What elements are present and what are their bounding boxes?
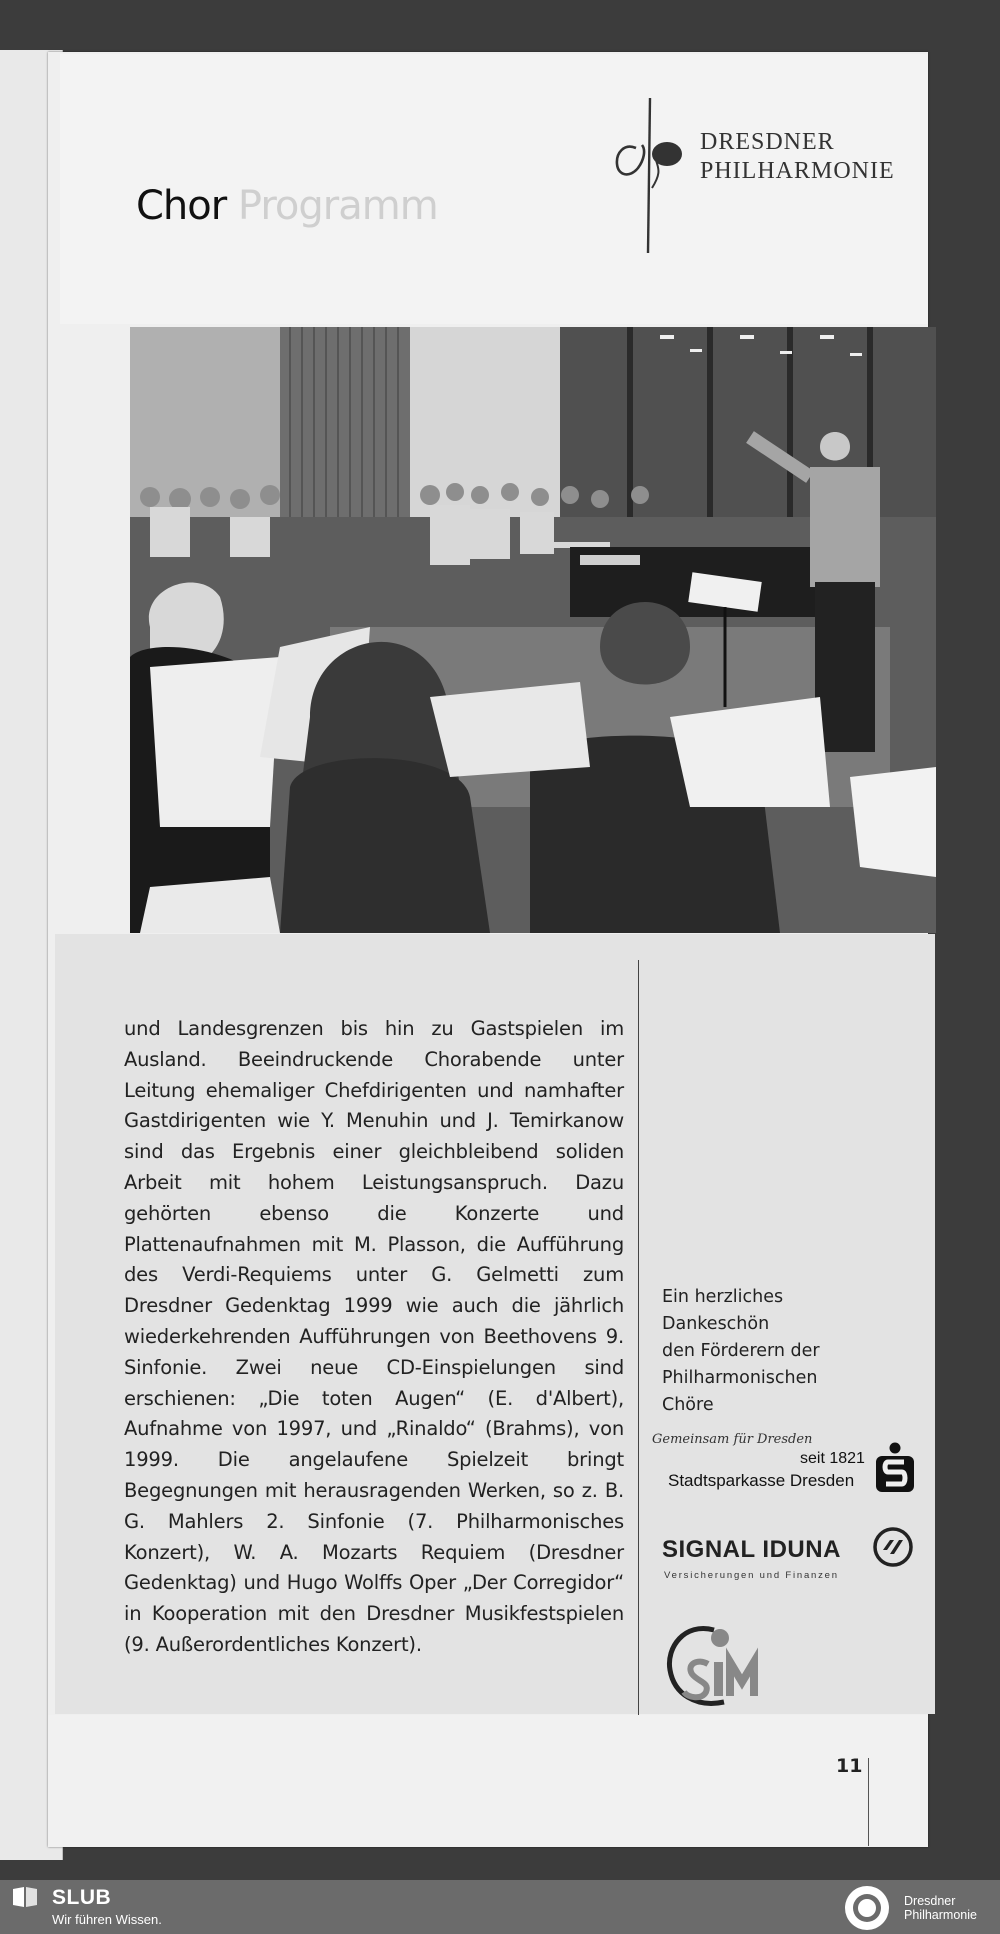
footer-philharmonie-text <box>904 1894 977 1922</box>
dresdner-philharmonie-logo <box>612 98 912 258</box>
sparkasse-signature: Gemeinsam für Dresden <box>652 1432 813 1447</box>
title-dark-word: Chor <box>136 183 227 229</box>
choir-rehearsal-photo <box>130 327 936 933</box>
signal-iduna-subtitle: Versicherungen und Finanzen <box>664 1570 839 1581</box>
logo-line-2: PHILHARMONIE <box>700 158 895 184</box>
slub-footer-bar <box>0 1880 1000 1934</box>
thanks-text <box>662 1284 922 1419</box>
thanks-line: Ein herzliches <box>662 1287 784 1307</box>
page-number: 11 <box>836 1755 863 1777</box>
slub-name: SLUB <box>52 1886 112 1909</box>
signal-iduna-name: SIGNAL IDUNA <box>662 1536 841 1563</box>
page-footer-area <box>48 1715 928 1847</box>
philharmonie-seal-icon <box>842 1884 892 1932</box>
stadtsparkasse-logo <box>652 1432 922 1492</box>
article-body: und Landesgrenzen bis hin zu Gastspielen im Ausland. Beeindruckende Chorabende unter Leitung ehemaliger Chefdirigenten und namhafter Gastdirigenten wie Y. Menuhin und J. Temirkanow sind das Ergebnis einer gleichbleibend soliden Arbeit mit hohem Leistungsanspruch. Dazu gehörten ebenso die Konzerte und Plattenaufnahmen mit M. Plasson, die Aufführung des Verdi-Requiems unter G. Gelmetti zum Dresdner Gedenktag 1999 wie auch die jährlich wiederkehrenden Aufführungen von Beethovens 9. Sinfonie. Zwei neue CD-Einspielungen sind erschienen: „Die toten Augen“ (E. d'Albert), Aufnahme von 1997, und „Rinaldo“ (Brahms), von 1999. Die angelaufene Spielzeit bringt Begegnungen mit herausragenden Werken, so z. B. G. Mahlers 2. Sinfonie (7. Philharmonisches Konzert), W. A. Mozarts Requiem (Dresdner Gedenktag) und Hugo Wolffs Oper „Der Corregidor“ in Kooperation mit den Dresdner Musikfestspielen (9. Außerordentliches Konzert). <box>124 1017 624 1656</box>
rehearsal-photo-image <box>130 327 936 933</box>
sim-logo <box>662 1618 772 1712</box>
logo-line-1: DRESDNER <box>700 129 835 155</box>
title-light-word: Programm <box>237 183 438 229</box>
footer-dp-line-1: Dresdner <box>904 1894 956 1908</box>
sparkasse-since: seit 1821 <box>800 1450 865 1467</box>
philharmonie-logo-icon <box>612 98 692 258</box>
thanks-line: Philharmonischen <box>662 1368 818 1388</box>
signal-iduna-logo <box>662 1522 932 1582</box>
sparkasse-icon <box>874 1442 916 1494</box>
thanks-line: Chöre <box>662 1395 714 1415</box>
footer-dp-line-2: Philharmonie <box>904 1908 977 1922</box>
page-title <box>136 183 438 229</box>
thanks-line: Dankeschön <box>662 1314 770 1334</box>
sponsor-thanks <box>662 1284 922 1419</box>
signal-iduna-icon <box>872 1526 914 1568</box>
book-icon <box>12 1886 38 1908</box>
slub-tagline: Wir führen Wissen. <box>52 1912 162 1927</box>
thanks-line: den Förderern der <box>662 1341 820 1361</box>
logo-wordmark <box>700 128 895 186</box>
column-divider <box>638 960 639 1715</box>
page-number-rule <box>868 1758 869 1846</box>
sparkasse-name: Stadtsparkasse Dresden <box>668 1471 855 1490</box>
